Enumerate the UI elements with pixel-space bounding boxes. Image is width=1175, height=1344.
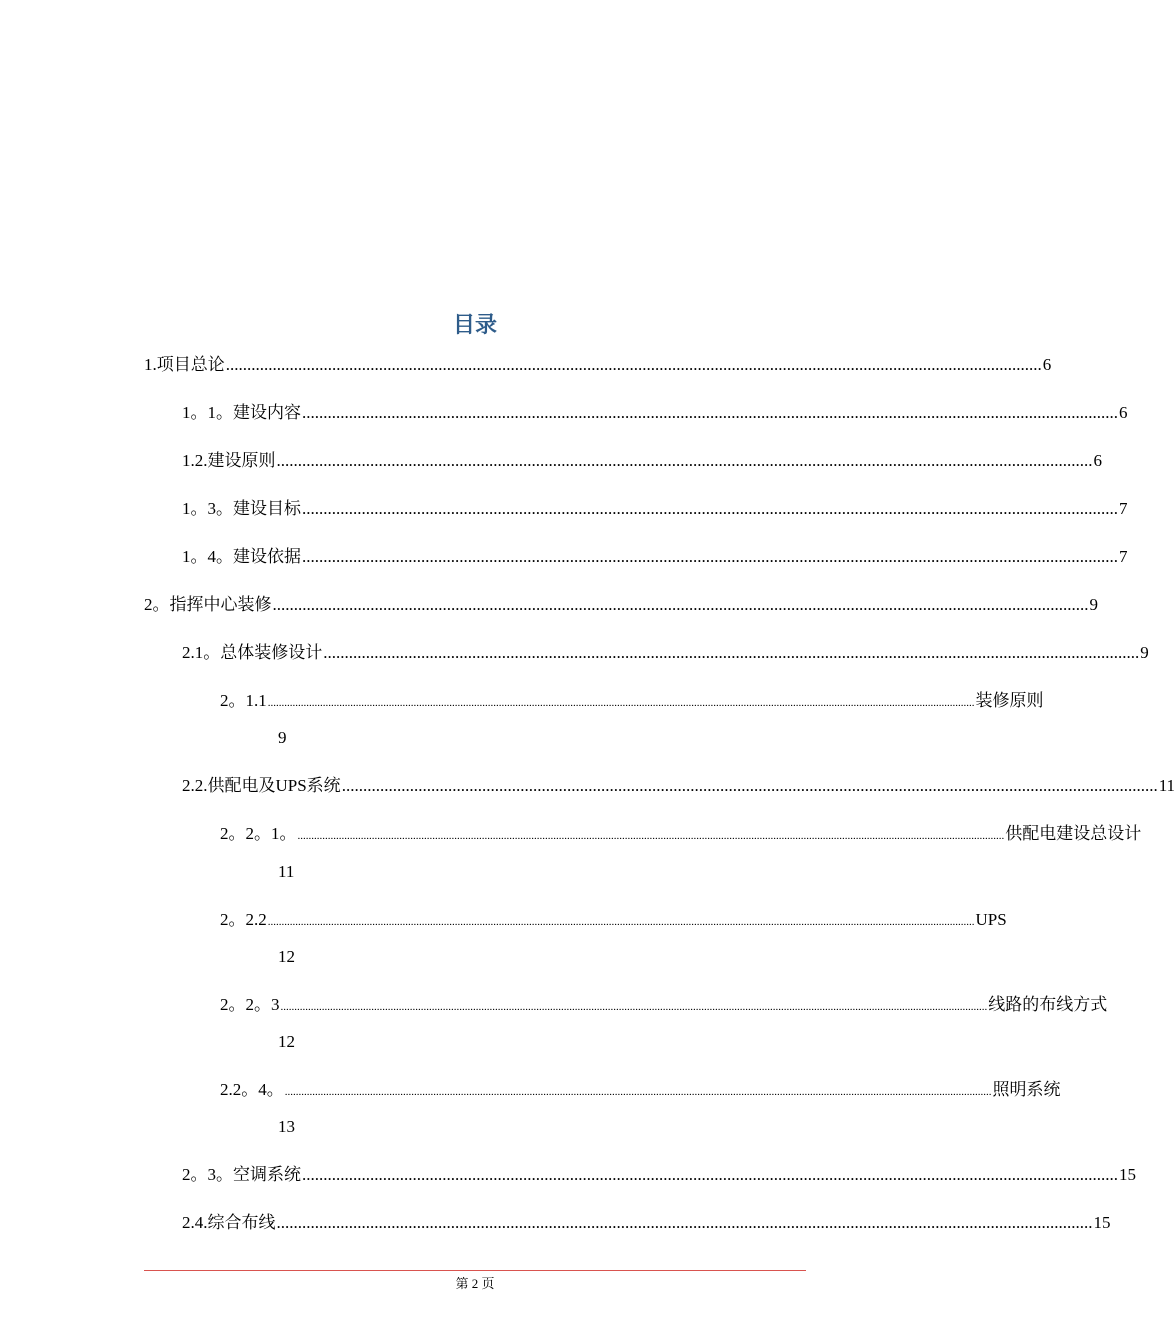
toc-entry[interactable] [182, 776, 1175, 796]
toc-entry-label: 指挥中心装修 [169, 595, 272, 614]
toc-entry-number: 2。3。 [182, 1165, 233, 1184]
toc-entry-page: 12 [278, 1032, 295, 1051]
toc-entry-number: 2。1.1 [220, 691, 267, 710]
toc-leader: ................................................................................................................................................................................................................................................................. [297, 830, 1005, 842]
footer-divider [144, 1270, 806, 1271]
toc-leader: ................................................................................................................................................................................................................................................................. [284, 1086, 992, 1098]
toc-entry-label: 建设内容 [233, 403, 301, 422]
toc-entry-page: 15 [1093, 1213, 1111, 1232]
toc-entry[interactable] [220, 910, 1007, 932]
toc-entry-page: 7 [1119, 499, 1128, 518]
toc-leader: ................................................................................................................................................................................................................................................................. [267, 916, 975, 928]
toc-entry-label: 总体装修设计 [220, 643, 323, 662]
toc-leader: ................................................................................................................................................................................................ [276, 1213, 1093, 1232]
toc-entry[interactable] [182, 547, 1128, 567]
toc-leader: ................................................................................................................................................................................................................................................................. [280, 1001, 988, 1013]
toc-entry-label: UPS [975, 910, 1007, 929]
toc-leader: ................................................................................................................................................................................................ [272, 595, 1089, 614]
toc-entry[interactable] [220, 824, 1142, 846]
toc-entry-label: 综合布线 [207, 1213, 276, 1232]
toc-entry-page: 9 [1089, 595, 1098, 614]
footer-page-number: 第 2 页 [455, 1276, 495, 1291]
toc-entry-label: 空调系统 [233, 1165, 301, 1184]
toc-entry[interactable] [182, 1213, 1111, 1233]
toc-entry-number: 1。1。 [182, 403, 233, 422]
toc-entry-number: 2.4. [182, 1213, 208, 1232]
toc-entry-page: 9 [1140, 643, 1149, 662]
toc-entry-number: 2.1。 [182, 643, 221, 662]
toc-entry-number: 2。2。1。 [220, 824, 297, 843]
toc-entry[interactable] [220, 995, 1108, 1017]
toc-leader: ................................................................................................................................................................................................ [341, 776, 1158, 795]
toc-entry-number: 1。3。 [182, 499, 233, 518]
toc-entry-label: 供配电及UPS系统 [207, 776, 341, 795]
toc-entry-number: 1.2. [182, 451, 208, 470]
toc-entry-label: 建设目标 [233, 499, 301, 518]
toc-entry-label: 装修原则 [975, 691, 1044, 710]
toc-entry[interactable] [144, 595, 1098, 615]
toc-entry-number: 1. [144, 355, 157, 374]
toc-entry-page: 9 [278, 728, 287, 747]
toc-leader: ................................................................................................................................................................................................ [302, 1165, 1118, 1184]
toc-entry-label: 建设原则 [207, 451, 276, 470]
toc-entry[interactable] [220, 691, 1044, 713]
toc-leader: ................................................................................................................................................................................................ [276, 451, 1093, 470]
toc-entry[interactable] [220, 1080, 1061, 1102]
toc-entry-page: 6 [1042, 355, 1052, 374]
toc-entry-page: 13 [278, 1117, 295, 1136]
toc-entry-label: 建设依据 [233, 547, 301, 566]
toc-leader: ................................................................................................................................................................................................ [302, 547, 1118, 566]
toc-entry-number: 2.2。4。 [220, 1080, 284, 1099]
toc-entry-page: 7 [1119, 547, 1128, 566]
toc-leader: ................................................................................................................................................................................................ [323, 643, 1140, 662]
toc-entry[interactable] [182, 403, 1128, 423]
toc-entry-page: 12 [278, 947, 295, 966]
toc-entry[interactable] [182, 643, 1149, 663]
toc-entry-number: 1。4。 [182, 547, 233, 566]
toc-title: 目录 [452, 313, 497, 338]
toc-entry[interactable] [182, 451, 1102, 471]
toc-leader: ................................................................................................................................................................................................ [302, 499, 1118, 518]
toc-entry-number: 2。2。3 [220, 995, 280, 1014]
toc-leader: ................................................................................................................................................................................................................................................................. [267, 697, 975, 709]
toc-leader: ................................................................................................................................................................................................ [302, 403, 1118, 422]
toc-entry-page: 15 [1119, 1165, 1136, 1184]
toc-entry-label: 供配电建设总设计 [1005, 824, 1142, 843]
toc-entry-page: 11 [1158, 776, 1175, 795]
toc-leader: ................................................................................................................................................................................................ [225, 355, 1042, 374]
toc-entry[interactable] [144, 355, 1052, 375]
toc-entry-number: 2。 [144, 595, 170, 614]
toc-entry-number: 2.2. [182, 776, 208, 795]
toc-entry-page: 6 [1119, 403, 1128, 422]
toc-entry[interactable] [182, 1165, 1136, 1185]
toc-entry-page: 11 [278, 862, 295, 881]
toc-entry-label: 项目总论 [156, 355, 225, 374]
toc-entry-number: 2。2.2 [220, 910, 267, 929]
toc-entry-page: 6 [1093, 451, 1102, 470]
toc-entry-label: 照明系统 [992, 1080, 1061, 1099]
toc-entry[interactable] [182, 499, 1128, 519]
toc-entry-label: 线路的布线方式 [988, 995, 1108, 1014]
